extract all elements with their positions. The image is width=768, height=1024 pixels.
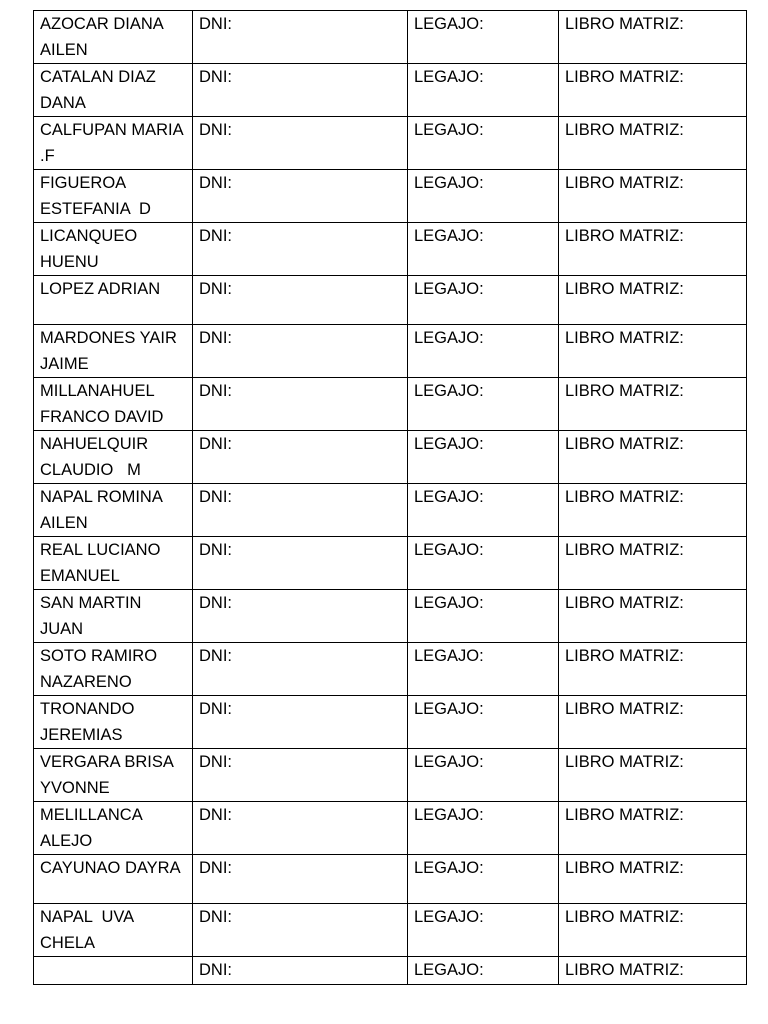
- libro-matriz-cell: LIBRO MATRIZ:: [559, 643, 747, 696]
- student-name-cell: VERGARA BRISA YVONNE: [34, 749, 193, 802]
- student-name-cell: REAL LUCIANO EMANUEL: [34, 537, 193, 590]
- libro-matriz-cell: LIBRO MATRIZ:: [559, 170, 747, 223]
- dni-cell: DNI:: [193, 696, 408, 749]
- legajo-cell: LEGAJO:: [408, 276, 559, 325]
- table-row: [34, 855, 747, 904]
- student-name-cell: SAN MARTIN JUAN: [34, 590, 193, 643]
- table-row: [34, 802, 747, 855]
- student-name-cell: LICANQUEO HUENU: [34, 223, 193, 276]
- student-name-cell: CATALAN DIAZ DANA: [34, 64, 193, 117]
- table-row: [34, 957, 747, 985]
- libro-matriz-cell: LIBRO MATRIZ:: [559, 484, 747, 537]
- legajo-cell: LEGAJO:: [408, 590, 559, 643]
- legajo-cell: LEGAJO:: [408, 325, 559, 378]
- table-row: [34, 170, 747, 223]
- table-row: [34, 749, 747, 802]
- student-roster-table: [33, 10, 747, 985]
- dni-cell: DNI:: [193, 802, 408, 855]
- libro-matriz-cell: LIBRO MATRIZ:: [559, 117, 747, 170]
- legajo-cell: LEGAJO:: [408, 749, 559, 802]
- student-name-cell: MELILLANCA ALEJO: [34, 802, 193, 855]
- libro-matriz-cell: LIBRO MATRIZ:: [559, 276, 747, 325]
- table-row: [34, 904, 747, 957]
- dni-cell: DNI:: [193, 537, 408, 590]
- libro-matriz-cell: LIBRO MATRIZ:: [559, 957, 747, 985]
- table-row: [34, 223, 747, 276]
- libro-matriz-cell: LIBRO MATRIZ:: [559, 431, 747, 484]
- dni-cell: DNI:: [193, 431, 408, 484]
- legajo-cell: LEGAJO:: [408, 431, 559, 484]
- student-name-cell: CALFUPAN MARIA .F: [34, 117, 193, 170]
- table-row: [34, 276, 747, 325]
- legajo-cell: LEGAJO:: [408, 11, 559, 64]
- libro-matriz-cell: LIBRO MATRIZ:: [559, 855, 747, 904]
- dni-cell: DNI:: [193, 64, 408, 117]
- dni-cell: DNI:: [193, 170, 408, 223]
- libro-matriz-cell: LIBRO MATRIZ:: [559, 64, 747, 117]
- student-name-cell: NAPAL UVA CHELA: [34, 904, 193, 957]
- student-name-cell: TRONANDO JEREMIAS: [34, 696, 193, 749]
- table-row: [34, 11, 747, 64]
- dni-cell: DNI:: [193, 276, 408, 325]
- dni-cell: DNI:: [193, 957, 408, 985]
- student-name-cell: NAPAL ROMINA AILEN: [34, 484, 193, 537]
- student-name-cell: AZOCAR DIANA AILEN: [34, 11, 193, 64]
- legajo-cell: LEGAJO:: [408, 802, 559, 855]
- dni-cell: DNI:: [193, 117, 408, 170]
- student-name-cell: MILLANAHUEL FRANCO DAVID: [34, 378, 193, 431]
- student-name-cell: [34, 957, 193, 985]
- student-name-cell: LOPEZ ADRIAN: [34, 276, 193, 325]
- student-name-cell: MARDONES YAIR JAIME: [34, 325, 193, 378]
- legajo-cell: LEGAJO:: [408, 957, 559, 985]
- student-name-cell: NAHUELQUIR CLAUDIO M: [34, 431, 193, 484]
- libro-matriz-cell: LIBRO MATRIZ:: [559, 590, 747, 643]
- legajo-cell: LEGAJO:: [408, 537, 559, 590]
- legajo-cell: LEGAJO:: [408, 170, 559, 223]
- legajo-cell: LEGAJO:: [408, 223, 559, 276]
- legajo-cell: LEGAJO:: [408, 696, 559, 749]
- legajo-cell: LEGAJO:: [408, 484, 559, 537]
- table-row: [34, 537, 747, 590]
- table-row: [34, 696, 747, 749]
- table-row: [34, 64, 747, 117]
- dni-cell: DNI:: [193, 855, 408, 904]
- roster-body: [34, 11, 747, 985]
- libro-matriz-cell: LIBRO MATRIZ:: [559, 325, 747, 378]
- dni-cell: DNI:: [193, 223, 408, 276]
- dni-cell: DNI:: [193, 749, 408, 802]
- student-name-cell: FIGUEROA ESTEFANIA D: [34, 170, 193, 223]
- student-name-cell: SOTO RAMIRO NAZARENO: [34, 643, 193, 696]
- dni-cell: DNI:: [193, 590, 408, 643]
- table-row: [34, 117, 747, 170]
- libro-matriz-cell: LIBRO MATRIZ:: [559, 223, 747, 276]
- libro-matriz-cell: LIBRO MATRIZ:: [559, 11, 747, 64]
- libro-matriz-cell: LIBRO MATRIZ:: [559, 537, 747, 590]
- legajo-cell: LEGAJO:: [408, 855, 559, 904]
- legajo-cell: LEGAJO:: [408, 643, 559, 696]
- libro-matriz-cell: LIBRO MATRIZ:: [559, 802, 747, 855]
- libro-matriz-cell: LIBRO MATRIZ:: [559, 378, 747, 431]
- table-row: [34, 378, 747, 431]
- student-name-cell: CAYUNAO DAYRA: [34, 855, 193, 904]
- table-row: [34, 590, 747, 643]
- dni-cell: DNI:: [193, 11, 408, 64]
- legajo-cell: LEGAJO:: [408, 378, 559, 431]
- dni-cell: DNI:: [193, 378, 408, 431]
- table-row: [34, 325, 747, 378]
- libro-matriz-cell: LIBRO MATRIZ:: [559, 904, 747, 957]
- legajo-cell: LEGAJO:: [408, 64, 559, 117]
- dni-cell: DNI:: [193, 643, 408, 696]
- table-row: [34, 484, 747, 537]
- dni-cell: DNI:: [193, 325, 408, 378]
- dni-cell: DNI:: [193, 484, 408, 537]
- dni-cell: DNI:: [193, 904, 408, 957]
- legajo-cell: LEGAJO:: [408, 117, 559, 170]
- legajo-cell: LEGAJO:: [408, 904, 559, 957]
- table-row: [34, 643, 747, 696]
- table-row: [34, 431, 747, 484]
- libro-matriz-cell: LIBRO MATRIZ:: [559, 749, 747, 802]
- libro-matriz-cell: LIBRO MATRIZ:: [559, 696, 747, 749]
